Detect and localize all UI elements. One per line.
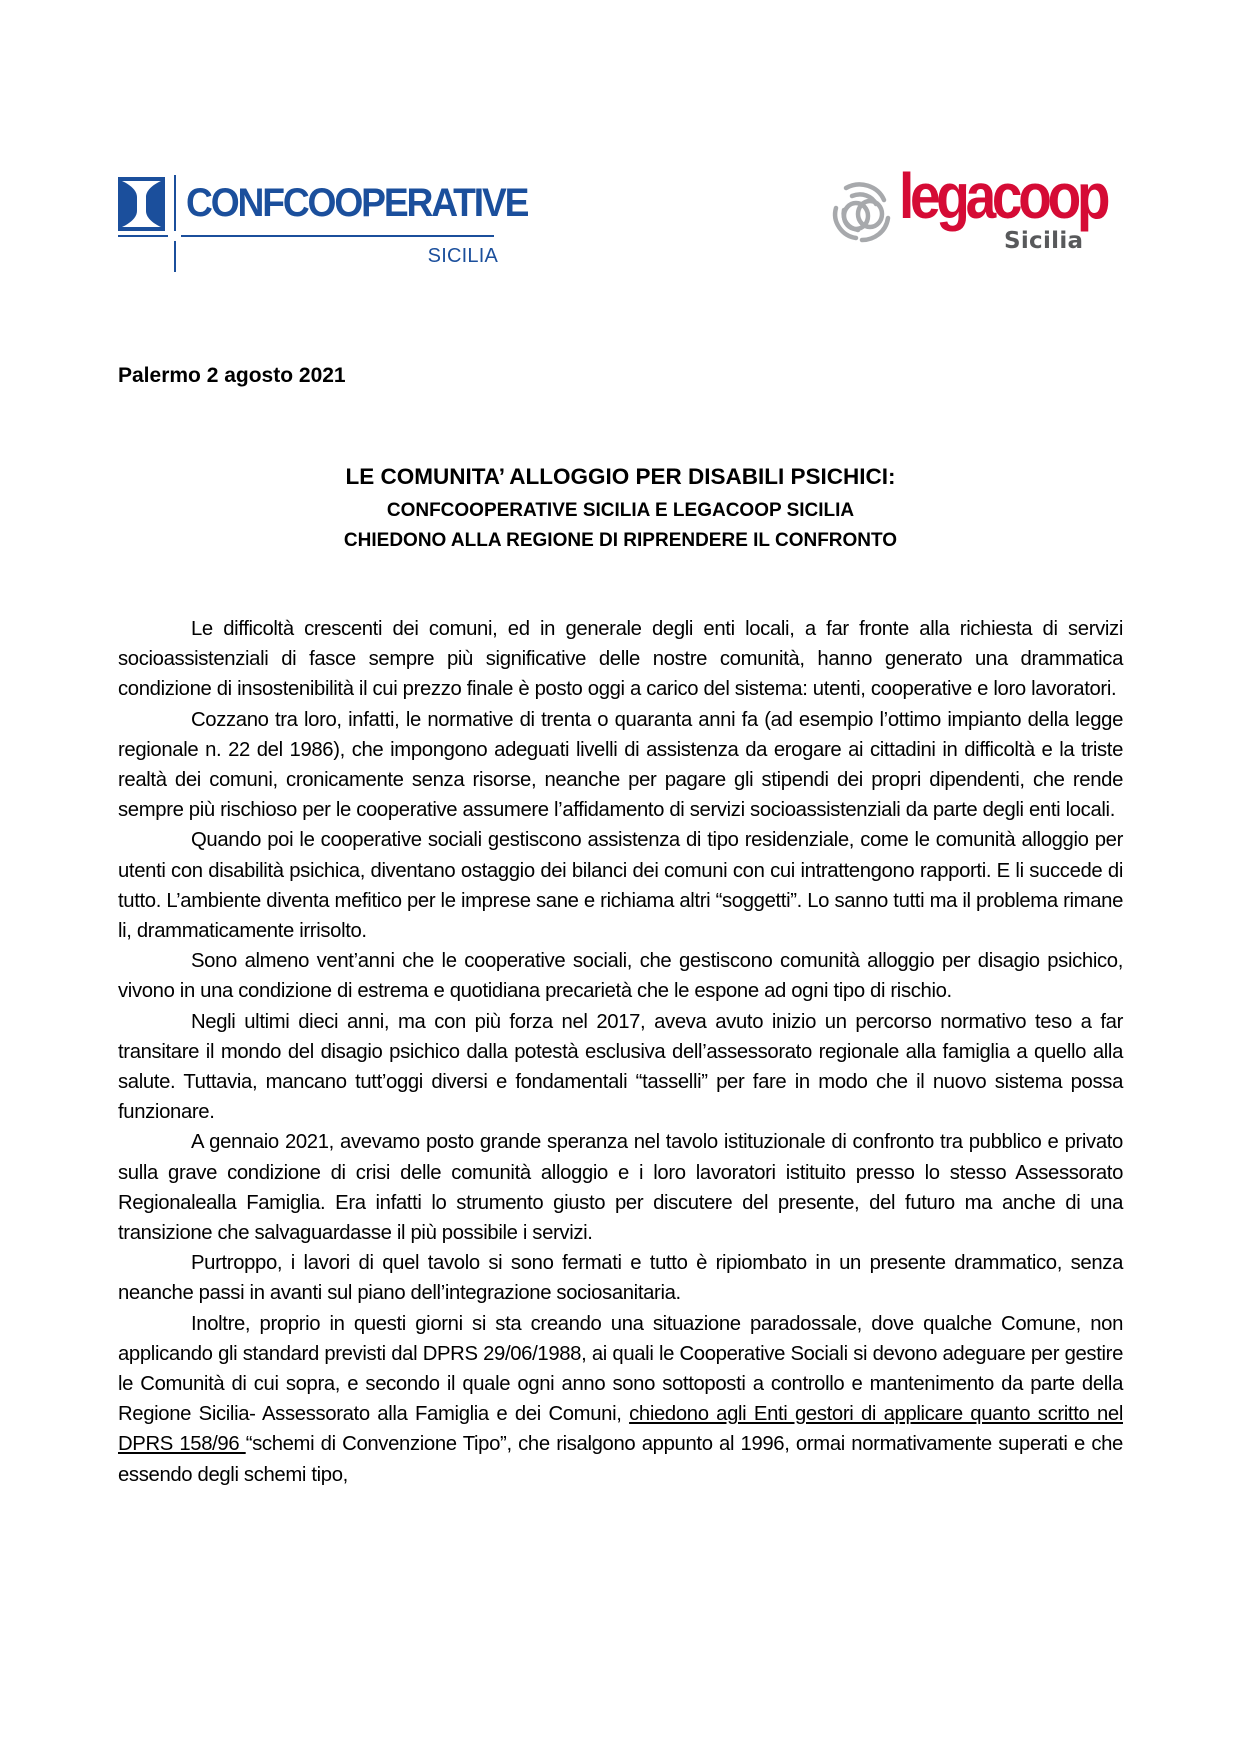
document-subtitle-line2: CHIEDONO ALLA REGIONE DI RIPRENDERE IL CONFRONTO xyxy=(343,530,898,551)
document-body xyxy=(118,614,1123,1490)
legacoop-logo xyxy=(826,160,1126,258)
confcooperative-logo xyxy=(118,175,528,275)
paragraph-text: “schemi di Convenzione Tipo”, che risalgono appunto al 1996, ormai normativamente superati e che essendo degli schemi tipo, xyxy=(118,1433,1123,1486)
document-date: Palermo 2 agosto 2021 xyxy=(118,364,346,387)
paragraph: Le difficoltà crescenti dei comuni, ed in generale degli enti locali, a far fronte alla richiesta di servizi socioassistenziali di fasce sempre più significative delle nostre comunità, hanno generato una drammatica condizione di insostenibilità il cui prezzo finale è posto oggi a carico del sistema: utenti, cooperative e loro lavoratori. xyxy=(118,618,1123,701)
divider-horizontal xyxy=(118,235,168,237)
paragraph: Negli ultimi dieci anni, ma con più forza nel 2017, aveva avuto inizio un percorso normativo teso a far transitare il mondo del disagio psichico dalla potestà esclusiva dell’assessorato regionale alla famiglia a quello alla salute. Tuttavia, mancano tutt’oggi diversi e fondamentali “tasselli” per fare in modo che il nuovo sistema possa funzionare. xyxy=(118,1010,1123,1124)
document-title: LE COMUNITA’ ALLOGGIO PER DISABILI PSICHICI: xyxy=(345,464,896,489)
confcooperative-wordmark: CONFCOOPERATIVE xyxy=(186,181,528,225)
paragraph: Quando poi le cooperative sociali gestiscono assistenza di tipo residenziale, come le comunità alloggio per utenti con disabilità psichica, diventano ostaggio dei bilanci dei comuni con cui intrattengono rapporti. E li succede di tutto. L’ambiente diventa mefitico per le imprese sane e richiama altri “soggetti”. Lo sanno tutti ma il problema rimane li, drammaticamente irrisolto. xyxy=(118,829,1123,943)
paragraph: Cozzano tra loro, infatti, le normative di trenta o quaranta anni fa (ad esempio l’ottimo impianto della legge regionale n. 22 del 1986), che impongono adeguati livelli di assistenza da erogare ai cittadini in difficoltà e la triste realtà dei comuni, cronicamente senza risorse, neanche per pagare gli stipendi dei propri dipendenti, che rende sempre più rischioso per le cooperative assumere l’affidamento di servizi socioassistenziali da parte degli enti locali. xyxy=(118,708,1123,822)
document-subtitle-line1: CONFCOOPERATIVE SICILIA E LEGACOOP SICILIA xyxy=(386,500,855,521)
divider-vertical xyxy=(174,175,176,272)
paragraph-text: Inoltre, proprio in questi giorni si sta creando una situazione paradossale, dove qualche Comune, non applicando gli standard previsti dal DPRS 29/06/1988, ai quali le Cooperative Sociali si devono adeguare per gestire le Comunità di cui sopra, e secondo il quale ogni anno sono sottoposti a controllo e mantenimento da parte della Regione Sicilia- Assessorato alla Famiglia e dei Comuni, xyxy=(118,1312,1123,1426)
legacoop-emblem-icon xyxy=(826,178,896,248)
legacoop-subtitle: Sicilia xyxy=(1004,228,1084,254)
paragraph: Purtroppo, i lavori di quel tavolo si sono fermati e tutto è ripiombato in un presente drammatico, senza neanche passi in avanti sul piano dell’integrazione sociosanitaria. xyxy=(118,1252,1123,1305)
legacoop-wordmark: legacoop xyxy=(899,160,1107,232)
confcooperative-subtitle: SICILIA xyxy=(427,245,498,267)
confcooperative-emblem-icon xyxy=(118,177,165,231)
paragraph: Sono almeno vent’anni che le cooperative sociali, che gestiscono comunità alloggio per disagio psichico, vivono in una condizione di estrema e quotidiana precarietà che le espone ad ogni tipo di rischio. xyxy=(118,950,1123,1003)
underlined-text: chiedono agli Enti gestori di applicare quanto scritto nel DPRS 158/96 xyxy=(118,1403,1123,1456)
paragraph xyxy=(118,1309,1123,1490)
paragraph: A gennaio 2021, avevamo posto grande speranza nel tavolo istituzionale di confronto tra pubblico e privato sulla grave condizione di crisi delle comunità alloggio e i loro lavoratori istituito presso lo stesso Assessorato Regionalealla Famiglia. Era infatti lo strumento giusto per discutere del presente, del futuro ma anche di una transizione che salvaguardasse il più possibile i servizi. xyxy=(118,1131,1123,1245)
divider-horizontal xyxy=(181,235,494,237)
